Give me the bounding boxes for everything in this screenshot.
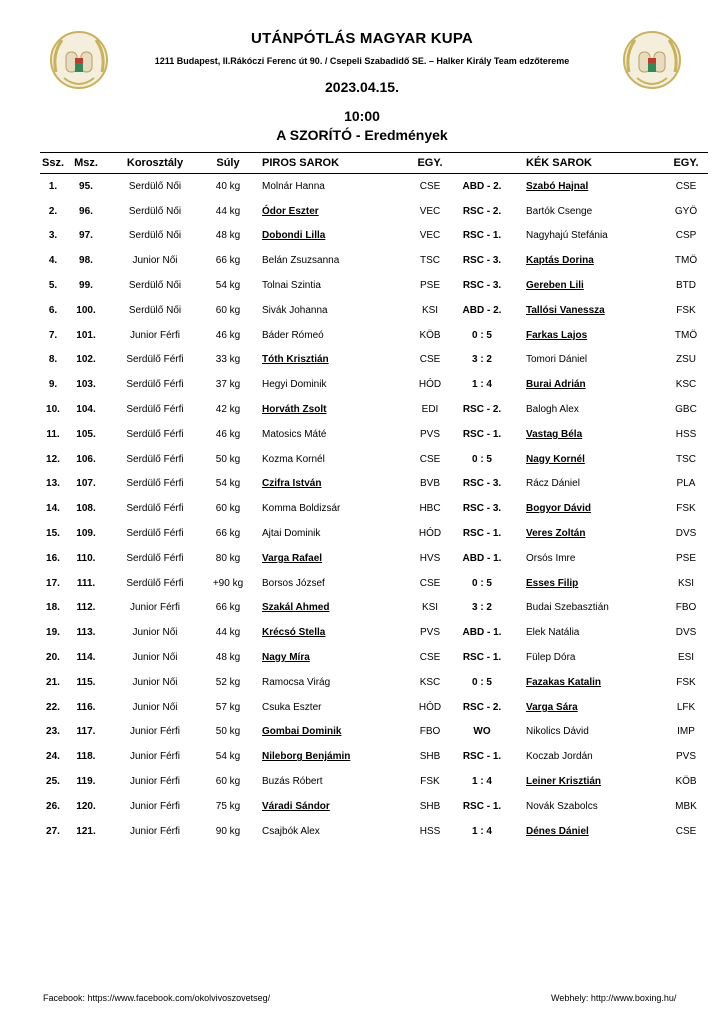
cell-weight: 50 kg: [215, 453, 241, 465]
cell-red-club: SHB: [419, 800, 441, 812]
cell-result: RSC - 3.: [462, 478, 502, 490]
table-row: [40, 670, 708, 695]
cell-age-group: Serdülő Férfi: [126, 577, 184, 589]
cell-age-group: Junior Férfi: [129, 825, 180, 837]
cell-match-number: 98.: [79, 255, 93, 267]
table-row: [40, 273, 708, 298]
cell-blue-club: ZSU: [676, 354, 696, 366]
cell-match-number: 110.: [76, 552, 96, 564]
footer-facebook: Facebook: https://www.facebook.com/okolvivoszovetseg/: [43, 993, 271, 1003]
cell-red-club: PVS: [419, 428, 440, 440]
cell-age-group: Serdülő Férfi: [126, 354, 184, 366]
cell-red-boxer: Matosics Máté: [262, 428, 327, 440]
cell-red-boxer: Gombai Dominik: [262, 726, 342, 738]
cell-blue-club: TSC: [676, 453, 696, 465]
cell-bout-number: 15.: [46, 528, 60, 540]
cell-match-number: 103.: [76, 379, 96, 391]
table-row: [40, 348, 708, 373]
cell-result: RSC - 1.: [462, 800, 502, 812]
cell-red-boxer: Varga Rafael: [262, 552, 323, 564]
cell-age-group: Junior Női: [132, 676, 178, 688]
cell-result: RSC - 3.: [462, 255, 502, 267]
cell-age-group: Serdülő Férfi: [126, 503, 184, 515]
cell-age-group: Junior Férfi: [129, 726, 180, 738]
cell-result: RSC - 1.: [462, 528, 502, 540]
cell-blue-boxer: Kaptás Dorina: [526, 255, 594, 267]
cell-match-number: 119.: [76, 776, 96, 788]
cell-result: 3 : 2: [471, 354, 492, 366]
cell-result: WO: [473, 726, 491, 738]
cell-red-club: PSE: [419, 280, 440, 292]
table-row: [40, 744, 708, 769]
table-row: [40, 199, 708, 224]
cell-age-group: Serdülő Női: [128, 180, 182, 192]
cell-red-club: HÓD: [418, 528, 442, 540]
cell-age-group: Serdülő Férfi: [126, 552, 184, 564]
cell-red-club: KSI: [421, 602, 439, 614]
cell-blue-club: DVS: [675, 627, 697, 639]
cell-blue-boxer: Szabó Hajnal: [526, 180, 589, 192]
cell-blue-club: PLA: [676, 478, 696, 490]
cell-weight: 80 kg: [215, 552, 241, 564]
table-row: [40, 397, 708, 422]
table-row: [40, 372, 708, 397]
cell-red-club: KÖB: [419, 329, 441, 341]
cell-blue-club: LFK: [676, 701, 696, 713]
cell-bout-number: 7.: [48, 329, 58, 341]
cell-blue-boxer: Bartók Csenge: [526, 205, 593, 217]
cell-match-number: 112.: [76, 602, 96, 614]
table-row: [40, 596, 708, 621]
cell-weight: 54 kg: [215, 280, 241, 292]
cell-red-club: SHB: [419, 751, 441, 763]
cell-red-boxer: Krécsó Stella: [262, 627, 326, 639]
cell-red-club: HBC: [419, 503, 441, 515]
cell-weight: 50 kg: [215, 726, 241, 738]
cell-bout-number: 16.: [46, 552, 60, 564]
cell-weight: 33 kg: [215, 354, 241, 366]
cell-red-club: FSK: [420, 776, 440, 788]
cell-age-group: Junior Női: [132, 652, 178, 664]
cell-match-number: 113.: [76, 627, 96, 639]
cell-match-number: 101.: [76, 329, 96, 341]
cell-bout-number: 2.: [48, 205, 58, 217]
table-row: [40, 546, 708, 571]
col-header-red-corner: PIROS SAROK: [252, 153, 412, 174]
col-header-blue-club: EGY.: [664, 153, 708, 174]
cell-blue-club: ESI: [677, 652, 695, 664]
cell-match-number: 99.: [79, 280, 93, 292]
cell-weight: 44 kg: [215, 205, 241, 217]
cell-bout-number: 3.: [48, 230, 58, 242]
cell-weight: 66 kg: [215, 528, 241, 540]
cell-red-club: KSI: [421, 304, 439, 316]
cell-age-group: Serdülő Női: [128, 205, 182, 217]
table-row: [40, 323, 708, 348]
cell-bout-number: 24.: [46, 751, 60, 763]
cell-weight: 60 kg: [215, 503, 241, 515]
cell-red-club: HVS: [419, 552, 441, 564]
cell-blue-boxer: Fülep Dóra: [526, 652, 576, 664]
cell-bout-number: 9.: [48, 379, 58, 391]
cell-blue-boxer: Koczab Jordán: [526, 751, 593, 763]
cell-red-club: CSE: [419, 180, 441, 192]
cell-weight: +90 kg: [212, 577, 244, 589]
cell-red-boxer: Hegyi Dominik: [262, 379, 327, 391]
cell-weight: 48 kg: [215, 230, 241, 242]
cell-blue-club: FSK: [676, 503, 696, 515]
cell-blue-boxer: Veres Zoltán: [526, 528, 586, 540]
cell-match-number: 95.: [79, 180, 93, 192]
cell-weight: 66 kg: [215, 602, 241, 614]
cell-bout-number: 4.: [48, 255, 58, 267]
cell-age-group: Junior Női: [132, 627, 178, 639]
table-row: [40, 472, 708, 497]
cell-blue-club: BTD: [676, 280, 696, 292]
cell-result: RSC - 1.: [462, 230, 502, 242]
cell-red-club: CSE: [419, 354, 441, 366]
cell-blue-boxer: Tallósi Vanessza: [526, 304, 605, 316]
cell-red-boxer: Borsos József: [262, 577, 325, 589]
cell-red-club: VEC: [419, 205, 441, 217]
cell-red-boxer: Molnár Hanna: [262, 180, 325, 192]
cell-blue-club: HSS: [675, 428, 697, 440]
cell-red-boxer: Váradi Sándor: [262, 800, 330, 812]
cell-blue-boxer: Rácz Dániel: [526, 478, 580, 490]
cell-age-group: Junior Férfi: [129, 800, 180, 812]
cell-result: 0 : 5: [471, 577, 492, 589]
cell-blue-club: PVS: [675, 751, 696, 763]
cell-blue-boxer: Balogh Alex: [526, 404, 579, 416]
col-header-msz: Msz.: [66, 153, 106, 174]
cell-blue-club: KÖB: [675, 776, 697, 788]
cell-weight: 66 kg: [215, 255, 241, 267]
cell-blue-boxer: Orsós Imre: [526, 552, 576, 564]
cell-bout-number: 12.: [46, 453, 60, 465]
cell-age-group: Junior Férfi: [129, 751, 180, 763]
cell-age-group: Junior Női: [132, 255, 178, 267]
cell-blue-boxer: Burai Adrián: [526, 379, 586, 391]
cell-blue-club: FSK: [676, 304, 696, 316]
col-header-blue-corner: KÉK SAROK: [516, 153, 664, 174]
cell-bout-number: 5.: [48, 280, 58, 292]
cell-weight: 57 kg: [215, 701, 241, 713]
cell-red-boxer: Horváth Zsolt: [262, 404, 327, 416]
cell-blue-club: CSP: [675, 230, 697, 242]
col-header-result: [448, 153, 516, 174]
table-row: [40, 248, 708, 273]
results-subtitle: A SZORÍTÓ - Eredmények: [276, 127, 448, 143]
cell-result: RSC - 1.: [462, 751, 502, 763]
cell-bout-number: 26.: [46, 800, 60, 812]
cell-red-boxer: Nagy Míra: [262, 652, 310, 664]
session-time: 10:00: [344, 108, 380, 124]
cell-match-number: 116.: [76, 701, 96, 713]
cell-red-boxer: Komma Boldizsár: [262, 503, 341, 515]
cell-red-boxer: Tóth Krisztián: [262, 354, 329, 366]
cell-blue-boxer: Nagyhajú Stefánia: [526, 230, 608, 242]
table-row: [40, 819, 708, 844]
results-table: [40, 152, 708, 844]
cell-match-number: 106.: [76, 453, 96, 465]
cell-weight: 90 kg: [215, 825, 241, 837]
cell-age-group: Serdülő Női: [128, 230, 182, 242]
cell-weight: 54 kg: [215, 478, 241, 490]
cell-age-group: Junior Férfi: [129, 602, 180, 614]
cell-age-group: Serdülő Férfi: [126, 379, 184, 391]
cell-blue-club: TMÖ: [674, 255, 698, 267]
cell-red-boxer: Báder Rómeó: [262, 329, 324, 341]
cell-blue-club: TMÖ: [674, 329, 698, 341]
table-row: [40, 224, 708, 249]
cell-red-boxer: Csajbók Alex: [262, 825, 320, 837]
cell-result: RSC - 2.: [462, 404, 502, 416]
cell-weight: 52 kg: [215, 676, 241, 688]
cell-blue-boxer: Nagy Kornél: [526, 453, 585, 465]
table-row: [40, 447, 708, 472]
cell-red-boxer: Ajtai Dominik: [262, 528, 321, 540]
cell-blue-club: PSE: [675, 552, 696, 564]
cell-red-club: CSE: [419, 453, 441, 465]
cell-result: RSC - 1.: [462, 652, 502, 664]
cell-blue-club: IMP: [677, 726, 695, 738]
cell-blue-club: KSI: [677, 577, 695, 589]
col-header-weight: Súly: [204, 153, 252, 174]
cell-red-club: HÓD: [418, 701, 442, 713]
table-row: [40, 422, 708, 447]
cell-blue-club: MBK: [675, 800, 697, 812]
cell-match-number: 97.: [79, 230, 93, 242]
cell-age-group: Junior Férfi: [129, 329, 180, 341]
cell-weight: 46 kg: [215, 329, 241, 341]
cell-blue-boxer: Farkas Lajos: [526, 329, 588, 341]
table-row: [40, 496, 708, 521]
cell-weight: 48 kg: [215, 652, 241, 664]
cell-bout-number: 22.: [46, 701, 60, 713]
cell-result: 0 : 5: [471, 453, 492, 465]
cell-result: RSC - 2.: [462, 205, 502, 217]
cell-result: RSC - 3.: [462, 503, 502, 515]
cell-bout-number: 6.: [48, 304, 58, 316]
cell-match-number: 105.: [76, 428, 96, 440]
cell-blue-boxer: Elek Natália: [526, 627, 580, 639]
cell-match-number: 96.: [79, 205, 93, 217]
cell-red-club: CSE: [419, 652, 441, 664]
cell-result: 3 : 2: [471, 602, 492, 614]
cell-blue-club: KSC: [675, 379, 697, 391]
cell-result: ABD - 1.: [462, 552, 502, 564]
cell-blue-boxer: Tomori Dániel: [526, 354, 588, 366]
cell-blue-boxer: Dénes Dániel: [526, 825, 589, 837]
cell-blue-club: DVS: [675, 528, 697, 540]
cell-bout-number: 20.: [46, 652, 60, 664]
cell-match-number: 114.: [76, 652, 96, 664]
cell-bout-number: 11.: [46, 428, 60, 440]
cell-result: 1 : 4: [471, 379, 492, 391]
cell-blue-boxer: Bogyor Dávid: [526, 503, 592, 515]
cell-blue-boxer: Budai Szebasztián: [526, 602, 609, 614]
table-row: [40, 794, 708, 819]
cell-blue-boxer: Gereben Lili: [526, 280, 584, 292]
cell-bout-number: 10.: [46, 404, 60, 416]
cell-weight: 40 kg: [215, 180, 241, 192]
cell-blue-club: CSE: [675, 180, 697, 192]
cell-red-club: TSC: [420, 255, 440, 267]
cell-red-boxer: Czifra István: [262, 478, 322, 490]
cell-age-group: Serdülő Férfi: [126, 453, 184, 465]
cell-bout-number: 8.: [48, 354, 58, 366]
table-row: [40, 769, 708, 794]
table-body: [40, 174, 708, 844]
cell-red-boxer: Buzás Róbert: [262, 776, 323, 788]
cell-weight: 44 kg: [215, 627, 241, 639]
cell-result: ABD - 1.: [462, 627, 502, 639]
table-row: [40, 521, 708, 546]
cell-age-group: Serdülő Férfi: [126, 428, 184, 440]
cell-red-boxer: Ódor Eszter: [262, 205, 319, 217]
cell-red-boxer: Kozma Kornél: [262, 453, 325, 465]
cell-match-number: 117.: [76, 726, 96, 738]
cell-weight: 42 kg: [215, 404, 241, 416]
cell-bout-number: 21.: [46, 676, 60, 688]
cell-blue-boxer: Leiner Krisztián: [526, 776, 602, 788]
cell-bout-number: 25.: [46, 776, 60, 788]
cell-red-club: CSE: [419, 577, 441, 589]
cell-result: 1 : 4: [471, 776, 492, 788]
cell-blue-boxer: Vastag Béla: [526, 428, 583, 440]
cell-age-group: Serdülő Férfi: [126, 404, 184, 416]
cell-age-group: Junior Férfi: [129, 776, 180, 788]
cell-red-club: PVS: [419, 627, 440, 639]
cell-blue-boxer: Nikolics Dávid: [526, 726, 589, 738]
cell-red-club: BVB: [419, 478, 440, 490]
cell-result: 0 : 5: [471, 329, 492, 341]
table-row: [40, 174, 708, 199]
cell-weight: 75 kg: [215, 800, 241, 812]
cell-blue-boxer: Varga Sára: [526, 701, 578, 713]
table-row: [40, 620, 708, 645]
cell-blue-boxer: Novák Szabolcs: [526, 800, 598, 812]
cell-result: ABD - 2.: [462, 180, 502, 192]
cell-weight: 46 kg: [215, 428, 241, 440]
cell-red-club: EDI: [421, 404, 439, 416]
cell-result: RSC - 1.: [462, 428, 502, 440]
cell-match-number: 111.: [76, 577, 96, 589]
cell-blue-boxer: Fazakas Katalin: [526, 676, 602, 688]
cell-red-club: FBO: [419, 726, 441, 738]
cell-bout-number: 13.: [46, 478, 60, 490]
cell-weight: 54 kg: [215, 751, 241, 763]
cell-red-boxer: Tolnai Szintia: [262, 280, 321, 292]
cell-blue-club: FSK: [676, 676, 696, 688]
cell-red-boxer: Nileborg Benjámin: [262, 751, 351, 763]
cell-red-club: KSC: [419, 676, 441, 688]
table-row: [40, 645, 708, 670]
cell-match-number: 107.: [76, 478, 96, 490]
cell-red-club: VEC: [419, 230, 441, 242]
cell-match-number: 115.: [76, 676, 96, 688]
cell-bout-number: 14.: [46, 503, 60, 515]
table-row: [40, 298, 708, 323]
cell-red-club: HSS: [419, 825, 441, 837]
cell-bout-number: 18.: [46, 602, 60, 614]
cell-result: 1 : 4: [471, 825, 492, 837]
cell-match-number: 102.: [76, 354, 96, 366]
cell-age-group: Serdülő Női: [128, 280, 182, 292]
cell-age-group: Junior Női: [132, 701, 178, 713]
cell-match-number: 121.: [76, 825, 96, 837]
venue-address: 1211 Budapest, II.Rákóczi Ferenc út 90. / Csepeli Szabadidő SE. – Halker Király Team edzőtereme: [154, 56, 570, 66]
table-row: [40, 720, 708, 745]
cell-red-boxer: Dobondi Lilla: [262, 230, 326, 242]
cell-bout-number: 1.: [48, 180, 58, 192]
table-row: [40, 695, 708, 720]
cell-blue-club: GBC: [675, 404, 697, 416]
cell-result: 0 : 5: [471, 676, 492, 688]
cell-result: RSC - 2.: [462, 701, 502, 713]
cell-weight: 60 kg: [215, 776, 241, 788]
cell-red-boxer: Ramocsa Virág: [262, 676, 331, 688]
event-date: 2023.04.15.: [325, 79, 399, 95]
col-header-ssz: Ssz.: [40, 153, 66, 174]
cell-match-number: 120.: [76, 800, 96, 812]
table-header: [40, 153, 708, 174]
cell-result: ABD - 2.: [462, 304, 502, 316]
footer-website: Webhely: http://www.boxing.hu/: [551, 993, 677, 1003]
cell-match-number: 104.: [76, 404, 96, 416]
cell-red-boxer: Belán Zsuzsanna: [262, 255, 340, 267]
cell-blue-club: GYÖ: [674, 205, 698, 217]
cell-bout-number: 19.: [46, 627, 60, 639]
cell-red-club: HÓD: [418, 379, 442, 391]
cell-blue-club: FBO: [675, 602, 697, 614]
cell-red-boxer: Sivák Johanna: [262, 304, 328, 316]
cell-match-number: 108.: [76, 503, 96, 515]
page-title: UTÁNPÓTLÁS MAGYAR KUPA: [251, 30, 473, 47]
cell-red-boxer: Szakál Ahmed: [262, 602, 330, 614]
cell-weight: 60 kg: [215, 304, 241, 316]
cell-match-number: 100.: [76, 304, 96, 316]
cell-bout-number: 17.: [46, 577, 60, 589]
cell-age-group: Serdülő Férfi: [126, 528, 184, 540]
cell-match-number: 109.: [76, 528, 96, 540]
table-row: [40, 571, 708, 596]
cell-blue-boxer: Esses Filip: [526, 577, 579, 589]
col-header-red-club: EGY.: [412, 153, 448, 174]
cell-age-group: Serdülő Női: [128, 304, 182, 316]
cell-bout-number: 27.: [46, 825, 60, 837]
cell-bout-number: 23.: [46, 726, 60, 738]
cell-weight: 37 kg: [215, 379, 241, 391]
cell-blue-club: CSE: [675, 825, 697, 837]
cell-age-group: Serdülő Férfi: [126, 478, 184, 490]
cell-match-number: 118.: [76, 751, 96, 763]
cell-red-boxer: Csuka Eszter: [262, 701, 322, 713]
cell-result: RSC - 3.: [462, 280, 502, 292]
col-header-age-group: Korosztály: [106, 153, 204, 174]
